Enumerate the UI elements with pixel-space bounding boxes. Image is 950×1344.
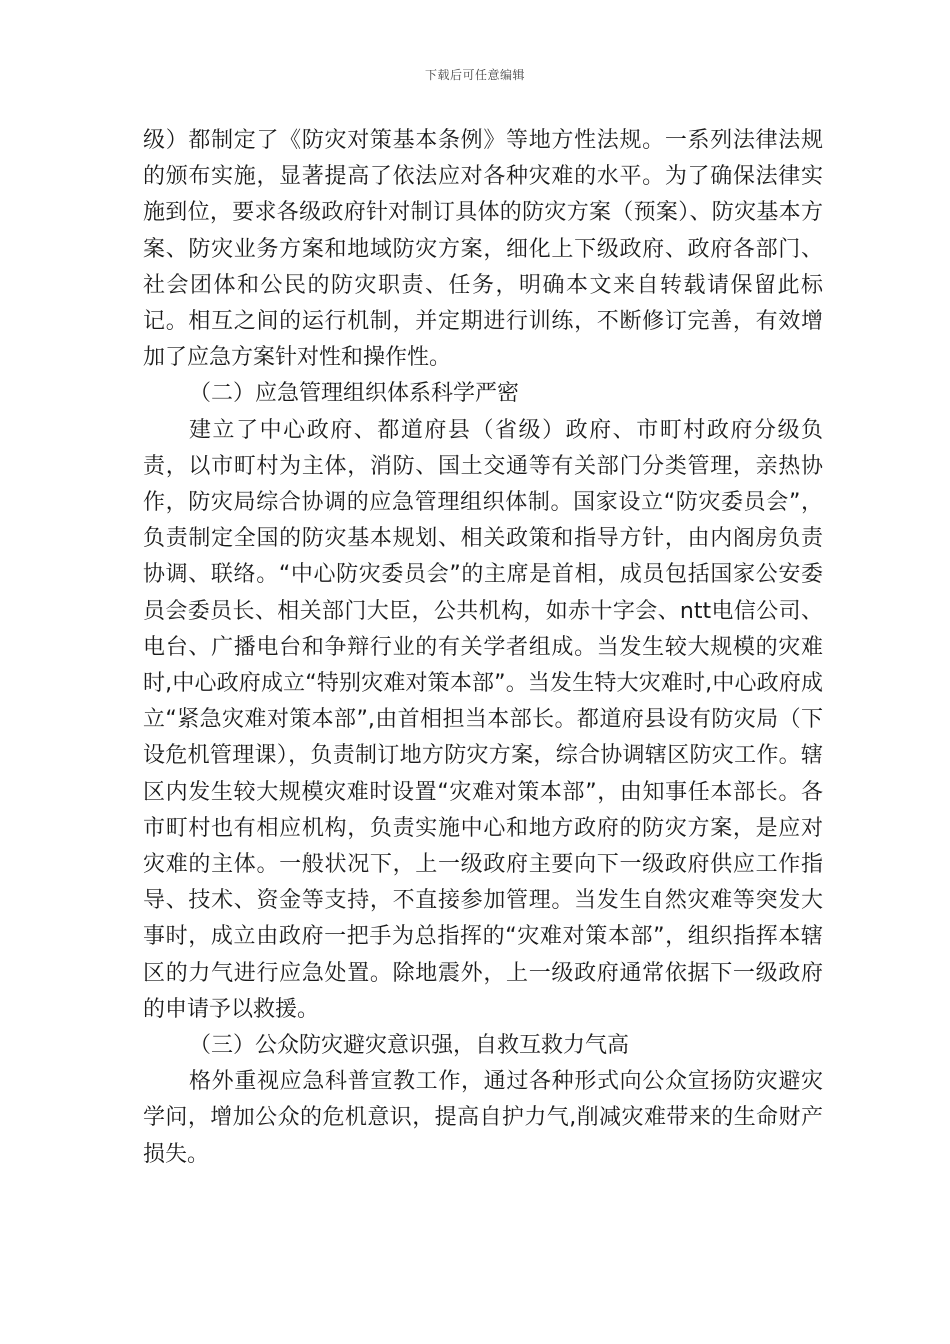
document-body (143, 123, 823, 1173)
page-header-note: 下载后可任意编辑 (424, 68, 525, 82)
section-heading-public-awareness: （三）公众防灾避灾意识强，自救互救力气高 (189, 1033, 630, 1059)
section-heading-organization: （二）应急管理组织体系科学严密 (189, 381, 520, 407)
paragraph-laws: 级）都制定了《防灾对策基本条例》等地方性法规。一系列法律法规的颁布实施，显著提高了依法应对各种灾难的水平。为了确保法律实施到位，要求各级政府针对制订具体的防灾方案（预案）、防灾基本方案、防灾业务方案和地域防灾方案，细化上下级政府、政府各部门、社会团体和公民的防灾职责、任务，明确本文来自转载请保留此标记。相互之间的运行机制，并定期进行训练，不断修订完善，有效增加了应急方案针对性和操作性。 (143, 128, 823, 371)
paragraph-organization: 建立了中心政府、都道府县（省级）政府、市町村政府分级负责，以市町村为主体，消防、国土交通等有关部门分类管理，亲热协作，防灾局综合协调的应急管理组织体制。国家设立“防灾委员会”，负责制定全国的防灾基本规划、相关政策和指导方针，由内阁房负责协调、联络。“中心防灾委员会”的主席是首相，成员包括国家公安委员会委员长、相关部门大臣，公共机构，如赤十字会、ntt电信公司、电台、广播电台和争辩行业的有关学者组成。当发生较大规模的灾难时,中心政府成立“特别灾难对策本部”。当发生特大灾难时,中心政府成立“紧急灾难对策本部”,由首相担当本部长。都道府县设有防灾局（下设危机管理课），负责制订地方防灾方案，综合协调辖区防灾工作。辖区内发生较大规模灾难时设置“灾难对策本部”，由知事任本部长。各市町村也有相应机构，负责实施中心和地方政府的防灾方案，是应对灾难的主体。一般状况下，上一级政府主要向下一级政府供应工作指导、技术、资金等支持，不直接参加管理。当发生自然灾难等突发大事时，成立由政府一把手为总指挥的“灾难对策本部”，组织指挥本辖区的力气进行应急处置。除地震外，上一级政府通常依据下一级政府的申请予以救援。 (143, 417, 823, 1022)
paragraph-public-awareness: 格外重视应急科普宣教工作，通过各种形式向公众宣扬防灾避灾学问，增加公众的危机意识，提高自护力气,削减灾难带来的生命财产损失。 (143, 1069, 823, 1167)
